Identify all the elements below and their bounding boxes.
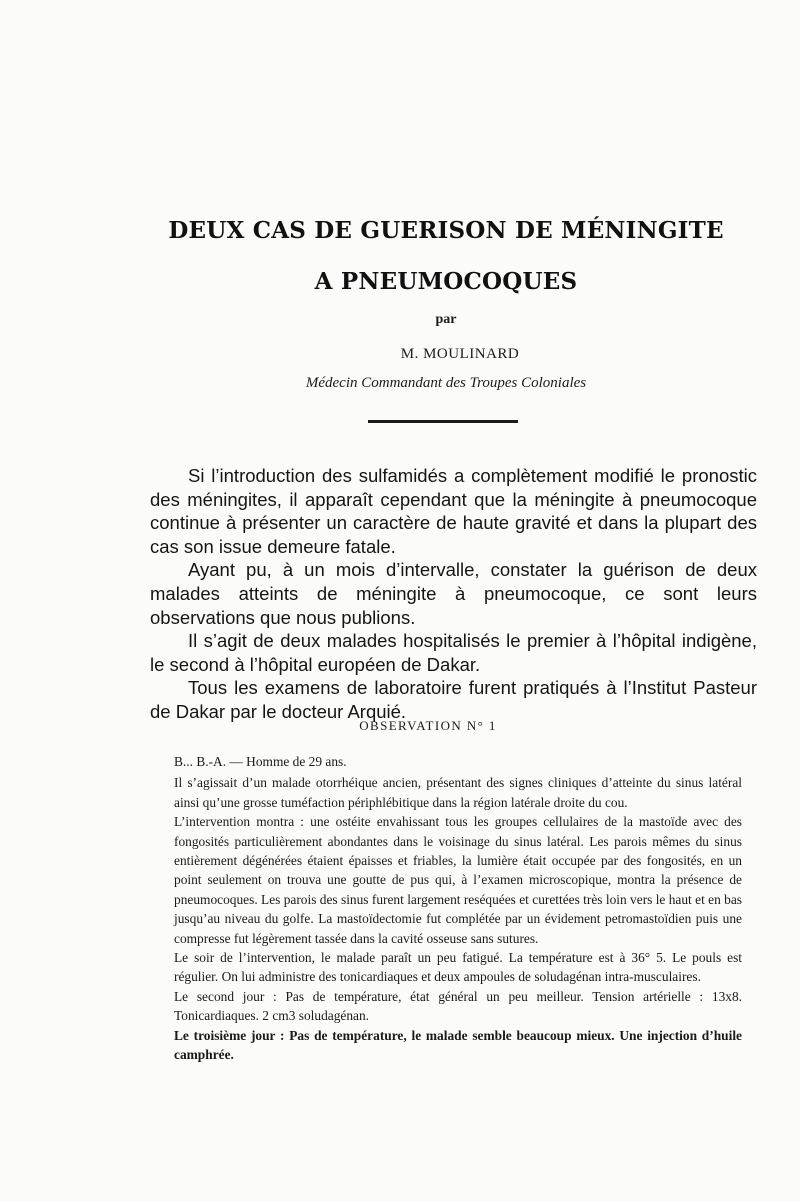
observation-paragraph-last: Le troisième jour : Pas de température, le malade semble beaucoup mieux. Une injection d’huile camphrée. [174,1027,742,1063]
patient-label: B... B.-A. — Homme de 29 ans. [174,754,347,769]
intro-paragraph: Tous les examens de laboratoire furent pratiqués à l’Institut Pasteur de Dakar par le docteur Arquié. [150,677,757,722]
title-separator-rule [368,420,518,423]
observation-text [174,752,742,1065]
observation-paragraph: Il s’agissait d’un malade otorrhéique ancien, présentant des signes cliniques d’atteinte du sinus latéral ainsi qu’une grosse tuméfaction périphlébitique dans la région latérale droite du cou. [174,775,742,810]
article-title-line-1: DEUX CAS DE GUERISON DE MÉNINGITE [168,217,724,244]
author-name: M. MOULINARD [400,346,520,362]
byline-par: par [435,312,457,327]
observation-paragraph: Le second jour : Pas de température, état général un peu meilleur. Tension artérielle : 13x8. Tonicardiaques. 2 cm3 soludagénan. [174,988,742,1024]
observation-heading: OBSERVATION N° 1 [359,718,497,733]
observation-paragraph: Le soir de l’intervention, le malade paraît un peu fatigué. La température est à 36° 5. Le pouls est régulier. On lui administre des tonicardiaques et deux ampoules de soludagénan intra-musculaires. [174,950,742,985]
intro-paragraph: Ayant pu, à un mois d’intervalle, constater la guérison de deux malades atteints de méningite à pneumocoque, ce sont leurs observations que nous publions. [150,559,757,628]
intro-paragraph: Il s’agit de deux malades hospitalisés le premier à l’hôpital indigène, le second à l’hôpital européen de Dakar. [150,630,757,675]
intro-paragraph: Si l’introduction des sulfamidés a complètement modifié le pronostic des méningites, il apparaît cependant que la méningite à pneumocoque continue à présenter un caractère de haute gravité et dans la plupart des cas son issue demeure fatale. [150,465,757,557]
author-affiliation: Médecin Commandant des Troupes Coloniales [305,375,587,391]
article-title-line-2: A PNEUMOCOQUES [314,268,578,295]
observation-paragraph: L’intervention montra : une ostéite envahissant tous les groupes cellulaires de la mastoïde avec des fongosités particulièrement abondantes dans le voisinage du sinus latéral. Les parois mêmes du sinus entièrement dégénérées étaient épaisses et friables, la lumière était occupée par des fongosités, en un point seulement on trouva une goutte de pus qui, à l’examen microscopique, montra la présence de pneumocoques. Les parois des sinus furent largement reséquées et curettées très loin vers le haut et en bas jusqu’au niveau du golfe. La mastoïdectomie fut complétée par un évidement petromastoïdien puis une compresse fut légèrement tassée dans la cavité osseuse sans sutures. [174,814,742,946]
introduction-text [150,464,757,724]
